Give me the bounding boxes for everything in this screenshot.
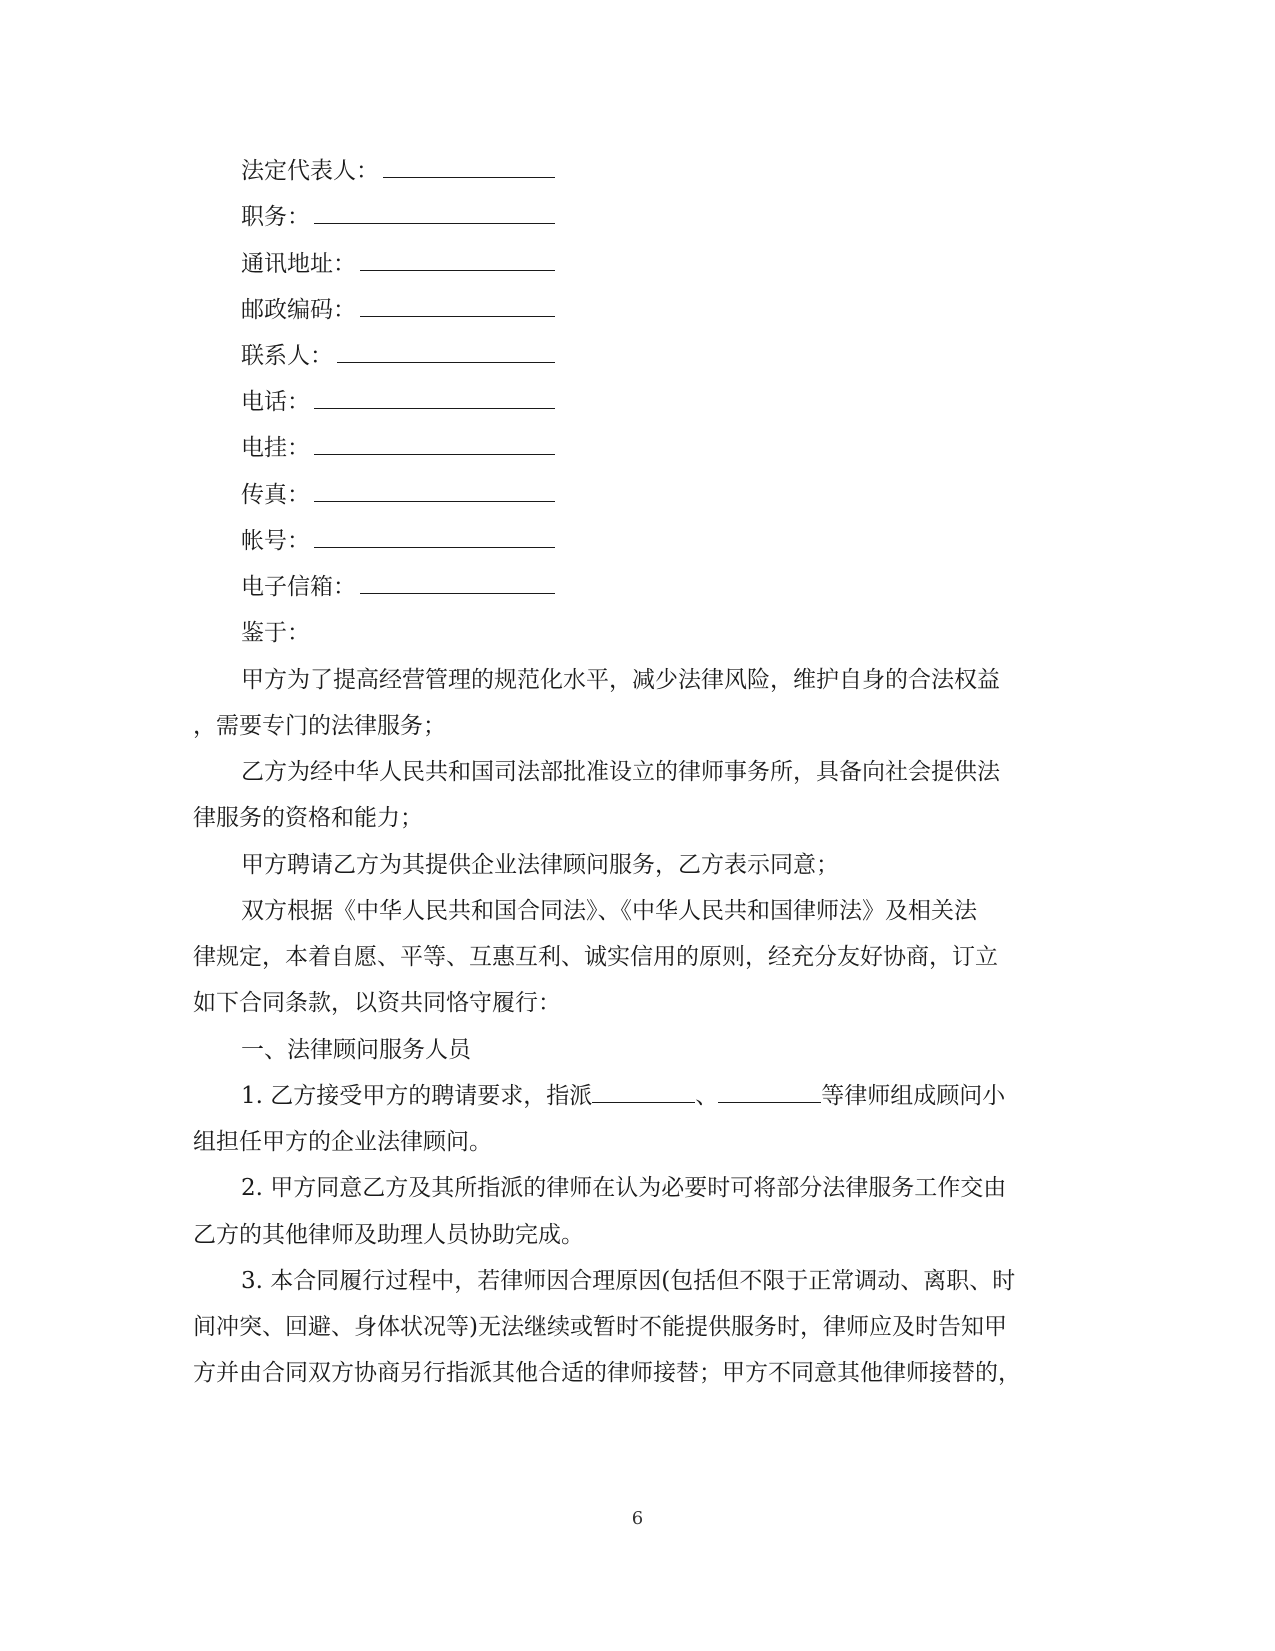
fax-blank — [314, 481, 555, 502]
lawyer-name-blank-2 — [718, 1082, 821, 1103]
paragraph-line: 3. 本合同履行过程中，若律师因合理原因(包括但不限于正常调动、离职、时 — [241, 1268, 1016, 1294]
lawyer-name-blank-1 — [592, 1082, 695, 1103]
address-field — [241, 249, 555, 279]
account-label: 帐号： — [241, 528, 310, 554]
phone-field — [241, 387, 555, 417]
legal-rep-label: 法定代表人： — [241, 158, 379, 184]
email-field — [241, 572, 555, 602]
paragraph-line: 律服务的资格和能力； — [193, 805, 423, 831]
section-heading: 一、法律顾问服务人员 — [241, 1037, 471, 1063]
address-label: 通讯地址： — [241, 251, 356, 277]
account-field — [241, 526, 555, 556]
paragraph-line: 双方根据《中华人民共和国合同法》、《中华人民共和国律师法》及相关法 — [241, 898, 977, 924]
postcode-field — [241, 295, 555, 325]
contact-blank — [337, 342, 555, 363]
paragraph-line: 乙方为经中华人民共和国司法部批准设立的律师事务所，具备向社会提供法 — [241, 759, 1000, 785]
telex-label: 电挂： — [241, 435, 310, 461]
whereas-heading: 鉴于： — [241, 620, 310, 646]
position-label: 职务： — [241, 204, 310, 230]
clause-1-text-a: 1. 乙方接受甲方的聘请要求，指派 — [241, 1083, 593, 1109]
legal-rep-field — [241, 156, 555, 186]
phone-label: 电话： — [241, 389, 310, 415]
legal-rep-blank — [383, 157, 555, 178]
paragraph-line: 律规定，本着自愿、平等、互惠互利、诚实信用的原则，经充分友好协商，订立 — [193, 944, 998, 970]
fax-field — [241, 480, 555, 510]
address-blank — [360, 250, 555, 271]
paragraph-line: 如下合同条款，以资共同恪守履行： — [193, 990, 561, 1016]
paragraph-line: ，需要专门的法律服务； — [193, 713, 446, 739]
phone-blank — [314, 388, 555, 409]
postcode-blank — [360, 296, 555, 317]
contact-field — [241, 341, 555, 371]
clause-1-text-b: 、 — [695, 1083, 719, 1109]
paragraph-line: 组担任甲方的企业法律顾问。 — [193, 1129, 492, 1155]
paragraph-line: 甲方为了提高经营管理的规范化水平，减少法律风险，维护自身的合法权益 — [241, 667, 1000, 693]
fax-label: 传真： — [241, 482, 310, 508]
position-field — [241, 202, 555, 232]
postcode-label: 邮政编码： — [241, 297, 356, 323]
paragraph-line: 间冲突、回避、身体状况等)无法继续或暂时不能提供服务时，律师应及时告知甲 — [193, 1314, 1007, 1340]
email-blank — [360, 573, 555, 594]
paragraph-line: 方并由合同双方协商另行指派其他合适的律师接替；甲方不同意其他律师接替的， — [193, 1360, 1021, 1386]
clause-1-text-c: 等律师组成顾问小 — [821, 1083, 1006, 1109]
contact-label: 联系人： — [241, 343, 333, 369]
account-blank — [314, 527, 555, 548]
paragraph-line: 甲方聘请乙方为其提供企业法律顾问服务，乙方表示同意； — [241, 852, 839, 878]
telex-field — [241, 433, 555, 463]
paragraph-line: 乙方的其他律师及助理人员协助完成。 — [193, 1222, 584, 1248]
clause-1-line — [241, 1081, 1005, 1111]
page-number: 6 — [631, 1508, 644, 1529]
paragraph-line: 2. 甲方同意乙方及其所指派的律师在认为必要时可将部分法律服务工作交由 — [241, 1175, 1007, 1201]
email-label: 电子信箱： — [241, 574, 356, 600]
telex-blank — [314, 434, 555, 455]
position-blank — [314, 203, 555, 224]
